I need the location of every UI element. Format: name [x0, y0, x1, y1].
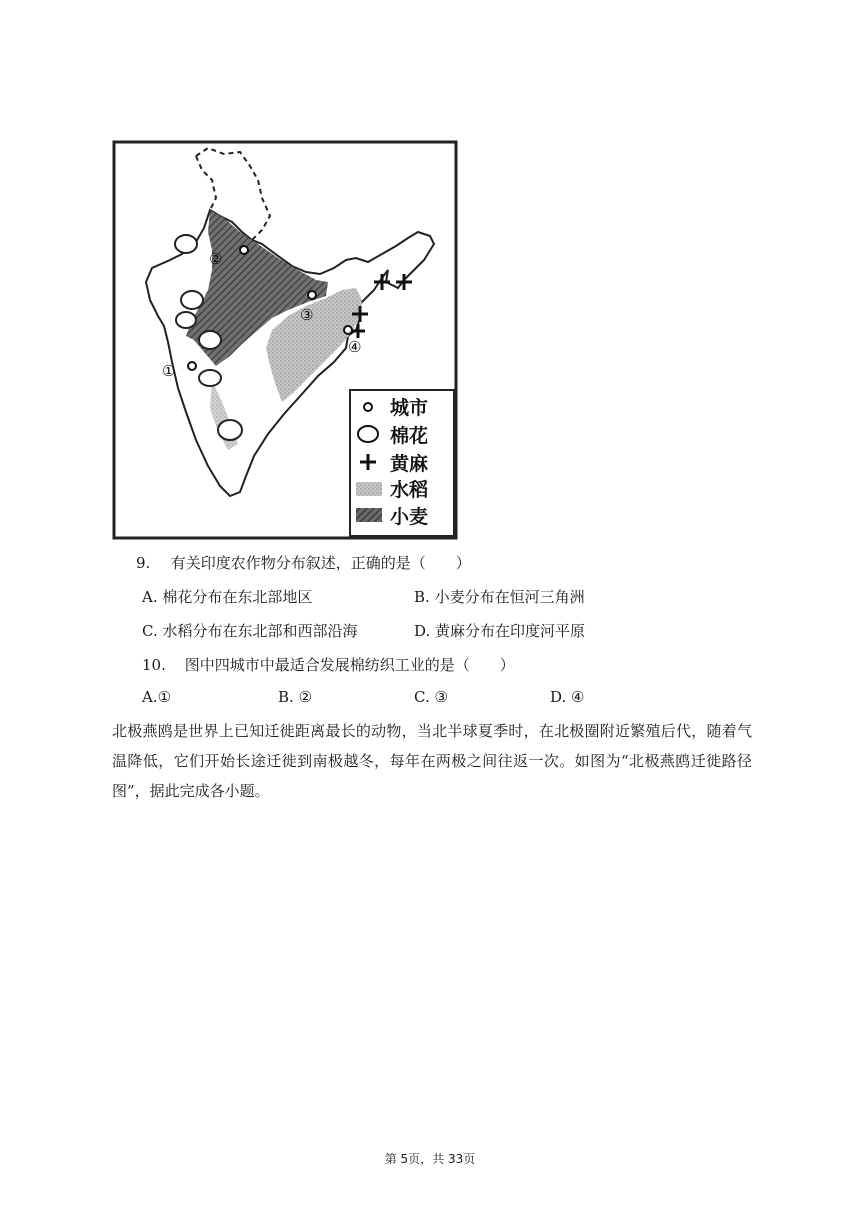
legend-cotton: 棉花 — [390, 425, 429, 447]
option-letter: A. — [142, 588, 158, 606]
passage-paragraph: 北极燕鸥是世界上已知迁徙距离最长的动物，当北半球夏季时，在北极圈附近繁殖后代，随着气温降低，它们开始长途迁徙到南极越冬，每年在两极之间往返一次。如图为“北极燕鸥迁徙路径图”，据此完成各小题。 — [112, 722, 752, 800]
marker-2: ② — [209, 250, 223, 268]
rice-pattern-icon — [356, 482, 382, 496]
option-text: ② — [298, 688, 313, 706]
option-letter: B. — [278, 688, 294, 706]
option-c — [414, 688, 448, 706]
marker-4: ④ — [348, 338, 362, 356]
marker-1: ① — [162, 362, 176, 380]
legend-city: 城市 — [390, 397, 429, 419]
option-a — [142, 586, 312, 607]
option-a — [142, 688, 171, 706]
option-b — [278, 688, 312, 706]
option-letter: C. — [142, 622, 158, 640]
legend-rice: 水稻 — [390, 479, 429, 501]
city-dot-icon — [364, 403, 372, 411]
option-d — [550, 688, 585, 706]
option-letter: A. — [142, 688, 158, 706]
question-text: 有关印度农作物分布叙述，正确的是（ ） — [170, 554, 471, 572]
wheat-pattern-icon — [356, 508, 382, 522]
option-text: 棉花分布在东北部地区 — [162, 588, 313, 606]
map-legend — [350, 390, 454, 536]
india-crop-map — [112, 140, 458, 540]
question-10 — [142, 654, 515, 675]
option-text: ③ — [434, 688, 448, 706]
marker-3: ③ — [300, 306, 314, 324]
question-text: 图中四城市中最适合发展棉纺织工业的是（ ） — [184, 656, 515, 674]
option-c — [142, 620, 358, 641]
option-letter: C. — [414, 688, 430, 706]
legend-wheat: 小麦 — [390, 506, 429, 528]
cotton-blob-icon — [358, 426, 378, 442]
question-number: 9. — [136, 554, 151, 572]
option-letter: B. — [414, 588, 430, 606]
option-d — [414, 620, 585, 641]
option-letter: D. — [414, 622, 431, 640]
page-footer: 第 5页，共 33页 — [384, 1152, 476, 1166]
question-9 — [136, 552, 471, 573]
option-text: ④ — [571, 688, 585, 706]
option-text: 黄麻分布在印度河平原 — [435, 622, 586, 640]
option-letter: D. — [550, 688, 567, 706]
legend-jute: 黄麻 — [390, 453, 429, 475]
option-b — [414, 586, 585, 607]
question-number: 10. — [142, 656, 166, 674]
option-text: 小麦分布在恒河三角洲 — [434, 588, 585, 606]
option-text: 水稻分布在东北部和西部沿海 — [162, 622, 358, 640]
option-text: ① — [157, 688, 172, 706]
